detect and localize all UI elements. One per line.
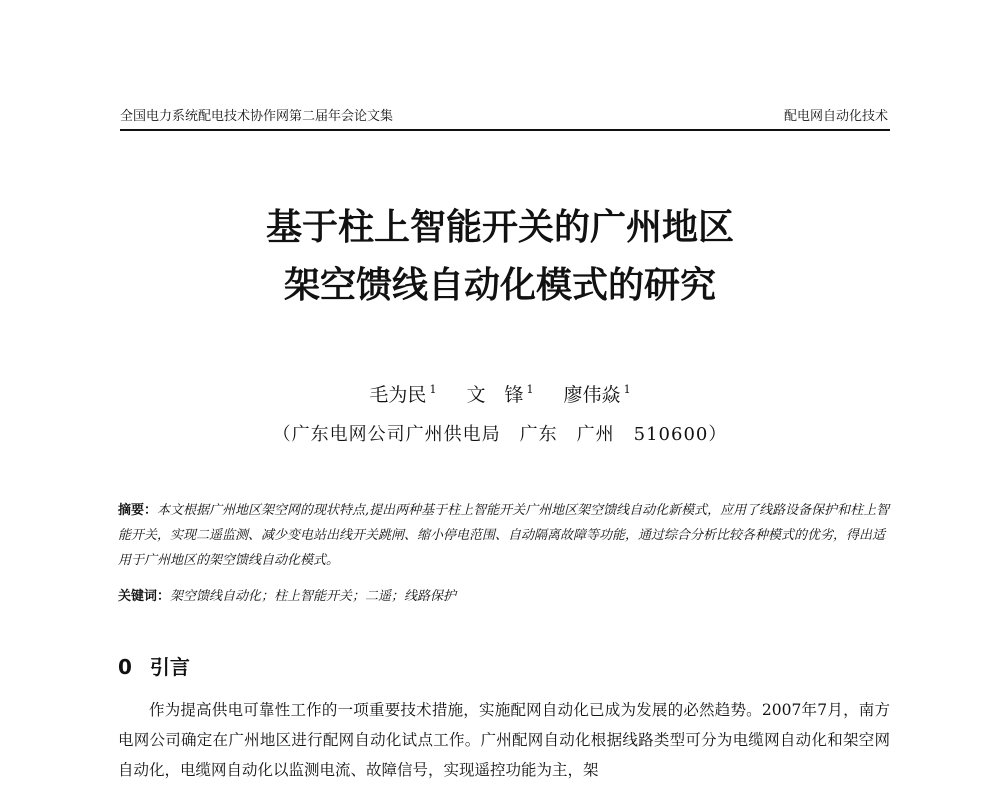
abstract-label: 摘要： bbox=[118, 503, 158, 518]
keywords-label: 关键词： bbox=[118, 589, 171, 604]
paper-title-line-2: 架空馈线自动化模式的研究 bbox=[283, 265, 716, 306]
body-text bbox=[118, 695, 890, 785]
abstract-text: 本文根据广州地区架空网的现状特点,提出两种基于柱上智能开关广州地区架空馈线自动化新模式，应用了线路设备保护和柱上智能开关，实现二遥监测、减少变电站出线开关跳闸、缩小停电范围、自动隔离故障等功能，通过综合分析比较各种模式的优劣，得出适用于广州地区的架空馈线自动化模式。 bbox=[118, 503, 890, 568]
keywords bbox=[118, 584, 890, 609]
author: 廖伟焱 $^1$ bbox=[563, 383, 631, 406]
affiliation: （广东电网公司广州供电局 广东 广州 510600） bbox=[272, 424, 728, 445]
paragraph: 作为提高供电可靠性工作的一项重要技术措施，实施配网自动化已成为发展的必然趋势。2007年7月，南方电网公司确定在广州地区进行配网自动化试点工作。广州配网自动化根据线路类型可分为电缆网自动化和架空网自动化，电缆网自动化以监测电流、故障信号，实现遥控功能为主，架 bbox=[118, 701, 890, 779]
running-header bbox=[120, 105, 890, 131]
author-affiliation-mark: 1 bbox=[429, 383, 437, 396]
author: 毛为民 $^1$ bbox=[369, 383, 437, 406]
section-category: 配电网自动化技术 bbox=[783, 109, 888, 124]
author-list bbox=[0, 375, 1000, 410]
section-title: 引言 bbox=[149, 655, 190, 679]
author-affiliation-mark: 1 bbox=[526, 383, 534, 396]
section-number: 0 bbox=[118, 655, 132, 679]
section-heading bbox=[118, 652, 190, 682]
author: 文 锋 $^1$ bbox=[466, 383, 534, 406]
paper-title-line-1: 基于柱上智能开关的广州地区 bbox=[265, 207, 734, 248]
keywords-text: 架空馈线自动化；柱上智能开关；二遥；线路保护 bbox=[170, 589, 457, 604]
abstract bbox=[118, 498, 890, 573]
proceedings-title: 全国电力系统配电技术协作网第二届年会论文集 bbox=[120, 109, 394, 124]
author-affiliation-mark: 1 bbox=[623, 383, 631, 396]
